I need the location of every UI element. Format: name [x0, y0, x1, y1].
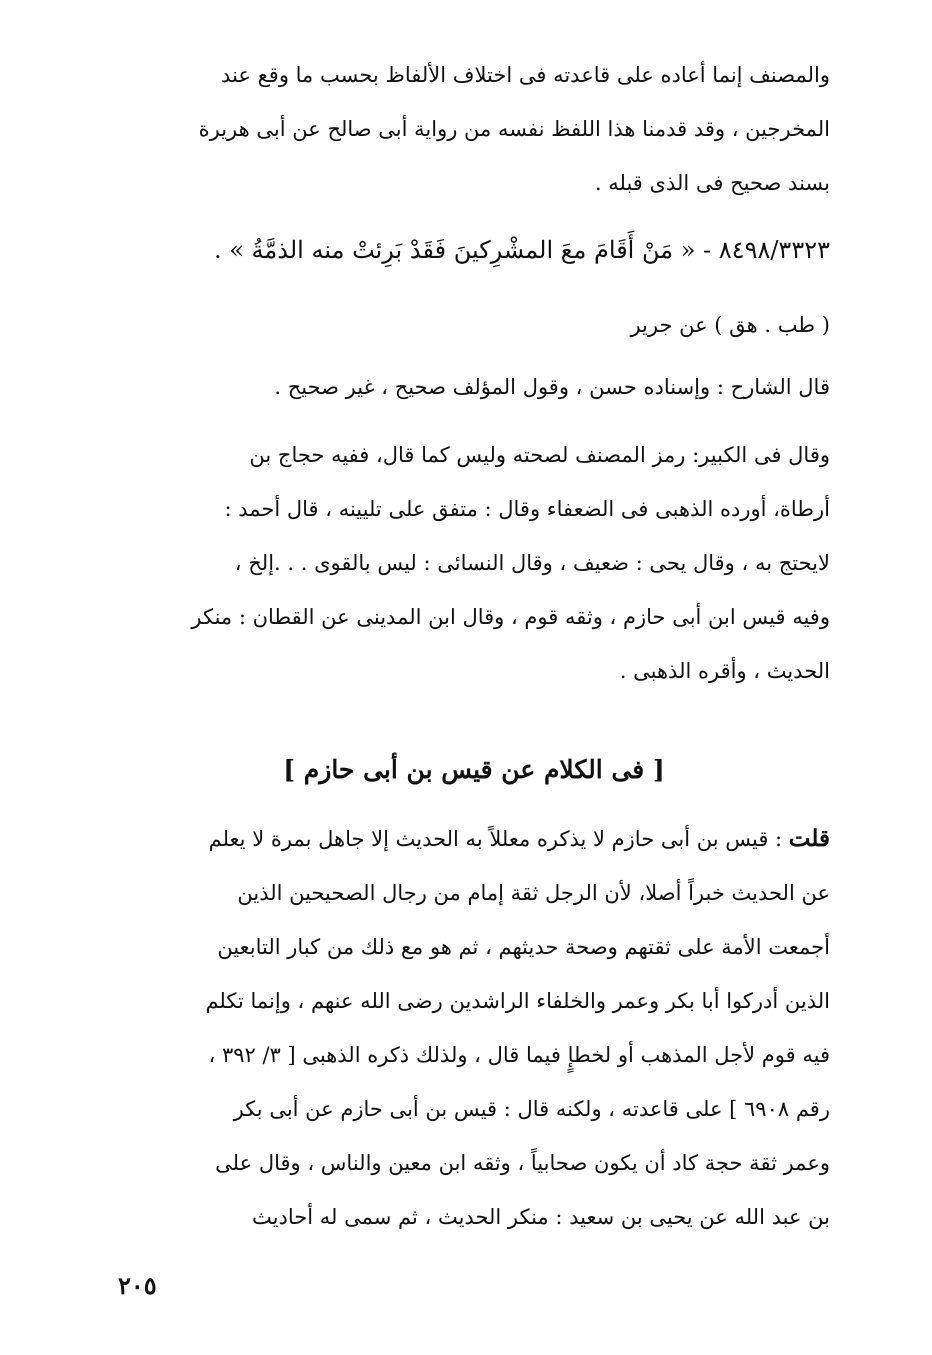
sharih-text: قال الشارح : وإسناده حسن ، وقول المؤلف صحيح ، غير صحيح .: [274, 375, 830, 399]
qult-line: رقم ٦٩٠٨ ] على قاعدته ، ولكنه قال : قيس بن أبى حازم عن أبى بكر: [233, 1097, 830, 1121]
qult-lead-word: قلت: [788, 825, 830, 852]
qult-line: عن الحديث خبراً أصلا، لأن الرجل ثقة إمام من رجال الصحيحين الذين: [237, 881, 830, 905]
qult-first-line: [118, 812, 830, 866]
qult-line: أجمعت الأمة على ثقتهم وصحة حديثهم ، ثم هو مع ذلك من كبار التابعين: [217, 935, 830, 959]
kabir-line: الحديث ، وأقره الذهبى .: [619, 659, 830, 683]
kabir-line: وقال فى الكبير: رمز المصنف لصحته وليس كما قال، ففيه حجاج بن: [249, 443, 830, 467]
hadith-source: [118, 298, 830, 352]
qult-line: وعمر ثقة حجة كاد أن يكون صحابياً ، وثقه ابن معين والناس ، وقال على: [215, 1151, 830, 1175]
source-text: ( طب . هق ) عن جرير: [630, 313, 830, 337]
kabir-line: وفيه قيس ابن أبى حازم ، وثقه قوم ، وقال ابن المدينى عن القطان : منكر: [191, 605, 830, 629]
qult-line-text: : قيس بن أبى حازم لا يذكره معللاً به الحديث إلا جاهل بمرة لا يعلم: [208, 827, 789, 851]
hadith-text: ٨٤٩٨/٣٣٢٣ - « مَنْ أَقَامَ معَ المشْرِكينَ فَقَدْ بَرِئتْ منه الذمَّةُ » .: [213, 236, 830, 264]
qult-line: الذين أدركوا أبا بكر وعمر والخلفاء الراشدين رضى الله عنهم ، وإنما تكلم: [205, 989, 830, 1013]
intro-line: المخرجين ، وقد قدمنا هذا اللفظ نفسه من رواية أبى صالح عن أبى هريرة: [198, 117, 830, 141]
kabir-line: لايحتج به ، وقال يحى : ضعيف ، وقال النسائى : ليس بالقوى . . .إلخ ،: [234, 551, 830, 575]
sharih-paragraph: [118, 360, 830, 414]
page-number: ٢٠٥: [118, 1271, 157, 1300]
qult-line: فيه قوم لأجل المذهب أو لخطإٍ فيما قال ، ولذلك ذكره الذهبى [ ٣/ ٣٩٢ ،: [208, 1043, 830, 1067]
intro-line: والمصنف إنما أعاده على قاعدته فى اختلاف الألفاظ بحسب ما وقع عند: [221, 63, 830, 87]
qult-line: بن عبد الله عن يحيى بن سعيد : منكر الحديث ، ثم سمى له أحاديث: [252, 1205, 830, 1229]
section-heading: [ فى الكلام عن قيس بن أبى حازم ]: [283, 755, 665, 784]
kabir-paragraph: [118, 428, 830, 698]
intro-paragraph: [118, 48, 830, 210]
qult-paragraph: [118, 812, 830, 1244]
kabir-line: أرطاة، أورده الذهبى فى الضعفاء وقال : متفق على تليينه ، قال أحمد :: [224, 497, 830, 521]
intro-line: بسند صحيح فى الذى قبله .: [594, 171, 830, 195]
